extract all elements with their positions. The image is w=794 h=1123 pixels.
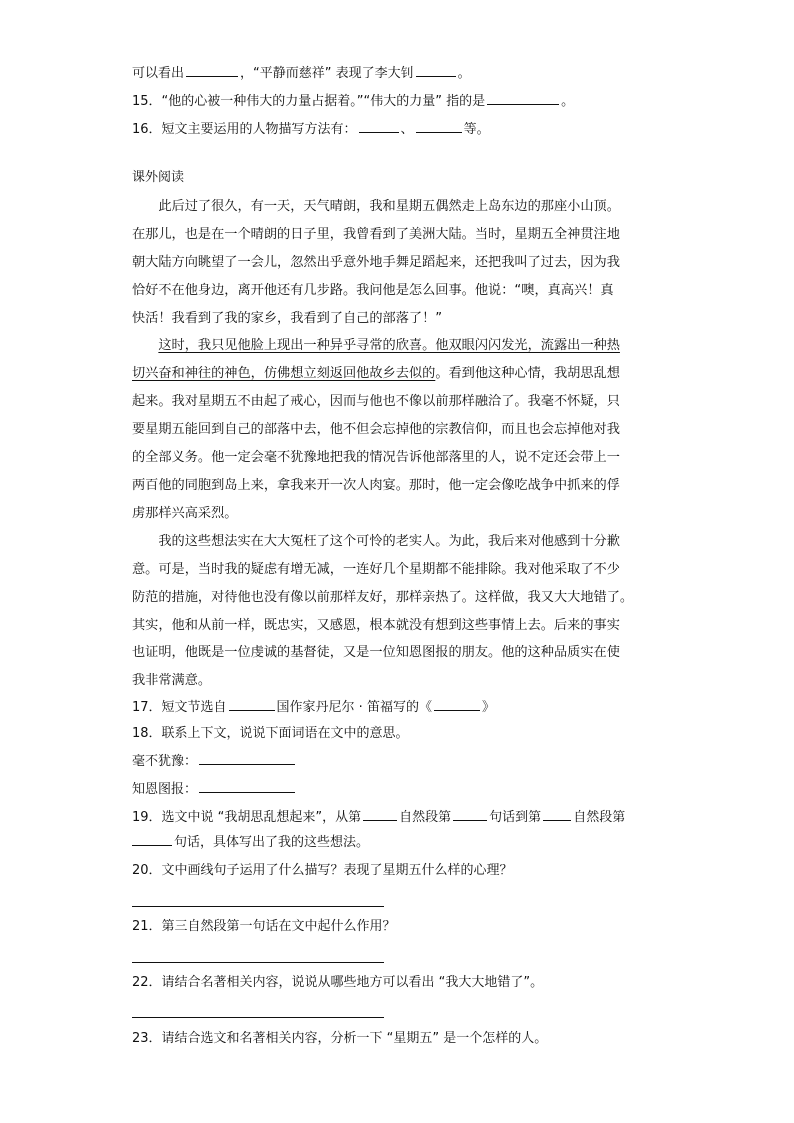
answer-blank[interactable] <box>229 698 275 711</box>
underlined-sentence: 切兴奋和神往的神色，仿佛想立刻返回他故乡去似的 <box>132 366 436 381</box>
question-22: 22．请结合名著相关内容，说说从哪些地方可以看出 “我大大地错了”。 <box>132 975 544 990</box>
passage-line: 意。可是，当时我的疑虑有增无减，一连好几个星期都不能排除。我对他采取了不少 <box>132 562 620 577</box>
question-18-term-2: 知恩图报： <box>132 780 297 799</box>
passage-line: 朝大陆方向眺望了一会儿，忽然出乎意外地手舞足蹈起来，还把我叫了过去，因为我 <box>132 255 620 270</box>
passage-line: 切兴奋和神往的神色，仿佛想立刻返回他故乡去似的。看到他这种心情，我胡思乱想 <box>132 366 620 381</box>
question-20: 20．文中画线句子运用了什么描写？表现了星期五什么样的心理？ <box>132 863 513 878</box>
passage-line: 其实，他和从前一样，既忠实，又感恩，根本就没有想到这些事情上去。后来的事实 <box>132 618 620 633</box>
question-21: 21．第三自然段第一句话在文中起什么作用？ <box>132 919 396 934</box>
passage-line: 两百他的同胞到岛上来，拿我来开一次人肉宴。那时，他一定会像吃战争中抓来的俘 <box>132 478 620 493</box>
passage-line: 的全部义务。他一定会毫不犹豫地把我的情况告诉他部落里的人，说不定还会带上一 <box>132 450 620 465</box>
passage-line: 我非常满意。 <box>132 673 212 688</box>
answer-blank[interactable] <box>416 64 456 77</box>
question-16: 16．短文主要运用的人物描写方法有： 、 等。 <box>132 122 490 137</box>
answer-blank[interactable] <box>543 808 571 821</box>
passage-line <box>132 337 620 355</box>
passage-line: 虏那样兴高采烈。 <box>132 506 238 521</box>
answer-blank[interactable] <box>363 808 397 821</box>
question-19-continued: 句话，具体写出了我的这些想法。 <box>132 833 369 852</box>
passage-line: 我的这些想法实在大大冤枉了这个可怜的老实人。为此，我后来对他感到十分歉 <box>132 534 620 549</box>
answer-line[interactable] <box>132 906 384 907</box>
answer-blank[interactable] <box>434 698 480 711</box>
question-15: 15．“他的心被一种伟大的力量占据着。”“伟大的力量” 指的是 。 <box>132 94 575 109</box>
section-title: 课外阅读 <box>132 170 185 185</box>
passage-line: 在那儿，也是在一个晴朗的日子里，我曾看到了美洲大陆。当时，星期五全神贯注地 <box>132 227 620 242</box>
answer-line[interactable] <box>132 962 384 963</box>
underlined-sentence: 这时，我只见他脸上现出一种异乎寻常的欣喜。他双眼闪闪发光，流露出一种热 <box>158 338 620 353</box>
passage-line: 起来。我对星期五不由起了戒心，因而与他也不像以前那样融洽了。我毫不怀疑，只 <box>132 394 620 409</box>
answer-blank[interactable] <box>199 752 295 765</box>
passage-line: 此后过了很久，有一天，天气晴朗，我和星期五偶然走上岛东边的那座小山顶。 <box>132 199 620 214</box>
question-19: 19．选文中说 “我胡思乱想起来”，从第 自然段第 句话到第 自然段第 <box>132 810 626 825</box>
question-18-term-1: 毫不犹豫： <box>132 752 297 771</box>
answer-blank[interactable] <box>359 120 399 133</box>
passage-line: 恰好不在他身边，离开他还有几步路。我问他是怎么回事。他说：“噢，真高兴！真 <box>132 283 614 298</box>
answer-line[interactable] <box>132 1017 384 1018</box>
passage-line: 防范的措施，对待他也没有像以前那样友好，那样亲热了。这样做，我又大大地错了。 <box>132 590 634 605</box>
answer-blank[interactable] <box>416 120 462 133</box>
line-li-dazhao: 可以看出 ，“平静而慈祥” 表现了李大钊 。 <box>132 66 471 81</box>
answer-blank[interactable] <box>186 64 238 77</box>
answer-blank[interactable] <box>487 92 559 105</box>
answer-blank[interactable] <box>199 780 295 793</box>
passage-line: 要星期五能回到自己的部落中去，他不但会忘掉他的宗教信仰，而且也会忘掉他对我 <box>132 422 620 437</box>
question-23: 23．请结合选文和名著相关内容，分析一下 “星期五” 是一个怎样的人。 <box>132 1031 548 1046</box>
answer-blank[interactable] <box>453 808 487 821</box>
question-18: 18．联系上下文，说说下面词语在文中的意思。 <box>132 726 409 741</box>
answer-blank[interactable] <box>132 833 172 846</box>
passage-line: 快活！我看到了我的家乡，我看到了自己的部落了！” <box>132 311 443 326</box>
passage-line: 也证明，他既是一位虔诚的基督徒，又是一位知恩图报的朋友。他的这种品质实在使 <box>132 645 620 660</box>
question-17: 17．短文节选自 国作家丹尼尔 · 笛福写的《 》 <box>132 700 495 715</box>
